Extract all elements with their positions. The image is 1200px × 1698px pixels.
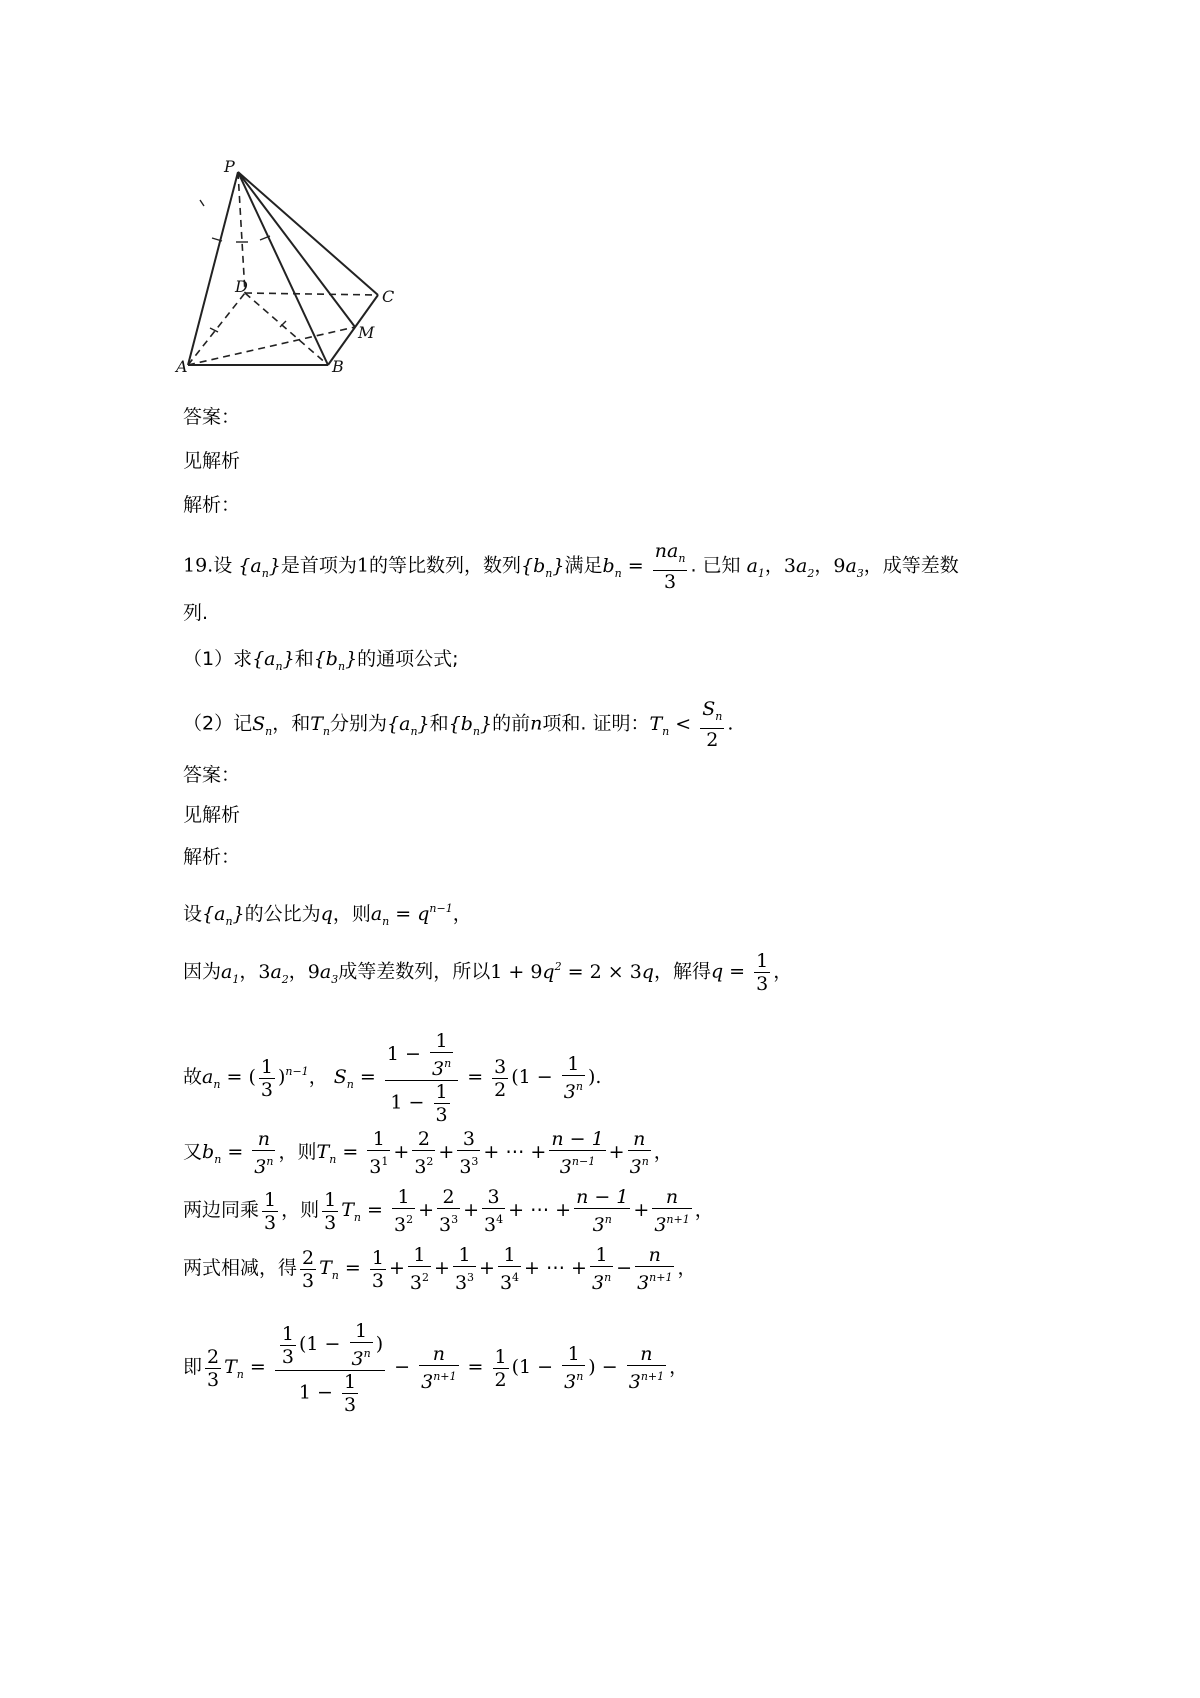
- edge-DC: [245, 293, 378, 295]
- edge-PM: [238, 172, 355, 327]
- solution-line-7: 即 $\frac{2}{3}$ $T_n$ = $\frac{1}{3}$ (1 − $\frac{1}{3^n}$ ) 1 − $\frac{1}{3}$ − $\frac{n}{3^{n+1}}$ = $\frac{1}{2}$ (1 − $\frac{1}{3^n}$ ) − $\frac{n}{3^{n+1}}$ ，: [183, 1320, 689, 1416]
- solution-line-5: 两边同乘 $\frac{1}{3}$ ，则 $\frac{1}{3}$ $T_n$ = $\frac{1}{3^2}$ + $\frac{2}{3^3}$ + $\frac{3}{3^4}$ + ⋯ + $\frac{n - 1}{3^n}$ + $\frac{n}{3^{n+1}}$ ，: [183, 1186, 714, 1236]
- answer-text-2: 见解析: [183, 804, 241, 826]
- edge-PC: [238, 172, 378, 295]
- label-A: A: [176, 357, 188, 376]
- label-P: P: [224, 157, 235, 176]
- solution-line-3: 故$a_n$ = ( $\frac{1}{3}$ )$^{n-1}$， $S_n$ = 1 − $\frac{1}{3^n}$ 1 − $\frac{1}{3}$ = $\frac{3}{2}$ (1 − $\frac{1}{3^n}$ ).: [183, 1030, 602, 1126]
- label-M: M: [358, 323, 375, 342]
- solution-line-1: 设$\{a_n\}$的公比为q，则$a_n = q^{n-1}$，: [183, 902, 472, 928]
- solution-line-4: 又$b_n$ = $\frac{n}{3^n}$ ，则$T_n$ = $\frac{1}{3^1}$ + $\frac{2}{3^2}$ + $\frac{3}{3^3}$ + ⋯ + $\frac{n - 1}{3^{n-1}}$ + $\frac{n}{3^n}$ ，: [183, 1128, 673, 1178]
- question-19-line-2: 列.: [183, 602, 209, 624]
- answer-label: 答案：: [183, 406, 241, 428]
- question-19-line-1: 19.设 $\{a_n\}$是首项为1的等比数列，数列$\{b_n\}$满足$b_n$ = $\frac{na_n}{3}$ . 已知 $a_1$，$3a_2$，$9a_3$，成等差数: [183, 540, 959, 593]
- analysis-label: 解析：: [183, 494, 241, 516]
- label-B: B: [332, 357, 344, 376]
- edge-PD: [238, 172, 245, 293]
- answer-label-2: 答案：: [183, 764, 241, 786]
- edge-DB: [245, 293, 328, 365]
- analysis-label-2: 解析：: [183, 846, 241, 868]
- solution-line-6: 两式相减，得 $\frac{2}{3}$ $T_n$ = $\frac{1}{3}$ + $\frac{1}{3^2}$ + $\frac{1}{3^3}$ + $\frac{1}{3^4}$ + ⋯ + $\frac{1}{3^n}$ − $\frac{n}{3^{n+1}}$ ，: [183, 1244, 697, 1294]
- solution-line-2: 因为$a_1$，$3a_2$，$9a_3$成等差数列，所以$1 + 9q^2 = 2 \times 3q$，解得q = $\frac{1}{3}$ ，: [183, 950, 793, 995]
- question-19-part-1: （1）求$\{a_n\}$和$\{b_n\}$的通项公式;: [183, 648, 459, 673]
- edge-PA: [188, 172, 238, 365]
- label-D: D: [235, 277, 248, 296]
- label-C: C: [382, 287, 395, 306]
- answer-text: 见解析: [183, 450, 241, 472]
- edge-PB: [238, 172, 328, 365]
- pyramid-figure: [176, 157, 460, 420]
- question-19-part-2: （2）记$S_n$，和$T_n$分别为$\{a_n\}$和$\{b_n\}$的前n项和. 证明：$T_n$ < $\frac{S_n}{2}$ .: [183, 698, 734, 751]
